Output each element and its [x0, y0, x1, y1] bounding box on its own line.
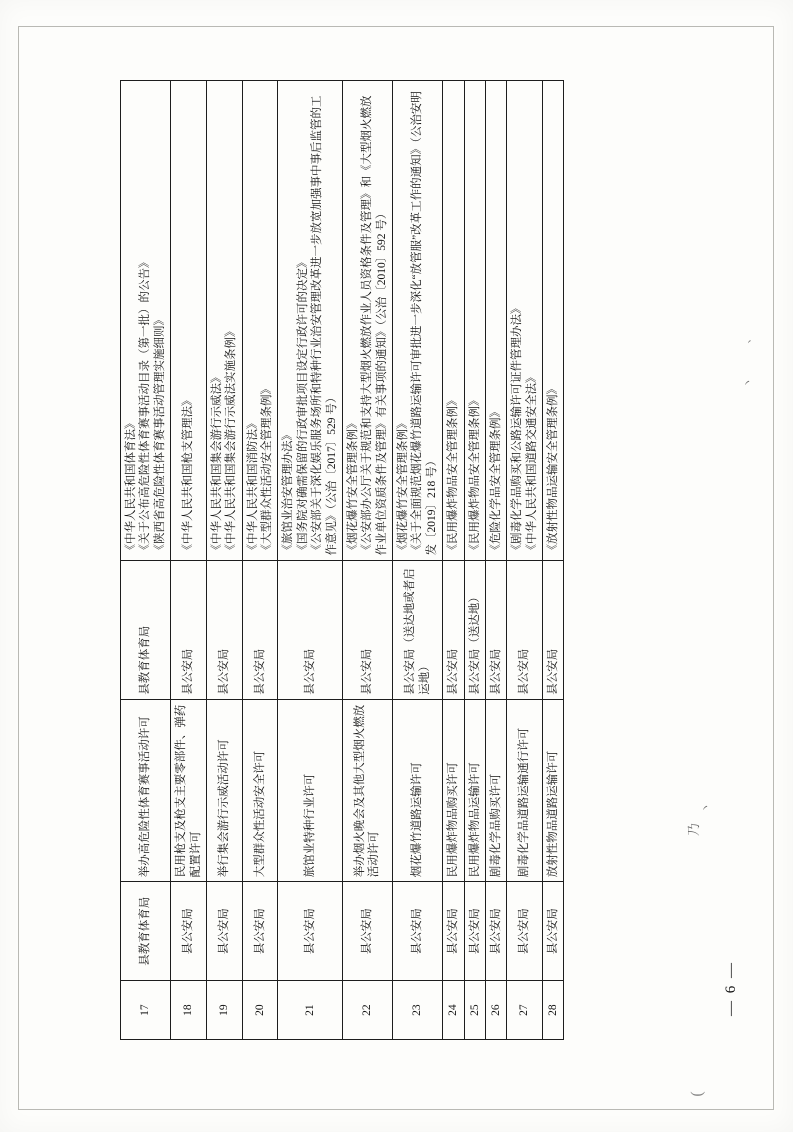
table-row — [485, 81, 506, 1040]
row-index: 19 — [206, 981, 242, 1040]
approval-item: 民用枪支及枪支主要零部件、弹药配置许可 — [171, 699, 207, 882]
approval-item: 举办烟火晚会及其他大型烟火燃放活动许可 — [342, 699, 392, 882]
approval-department: 县公安局 — [342, 882, 392, 981]
table-body — [121, 81, 564, 1040]
approval-department: 县公安局 — [485, 882, 506, 981]
row-index: 23 — [393, 981, 443, 1040]
row-index: 21 — [278, 981, 343, 1040]
legal-basis-line: 《中华人民共和国体育法》 — [125, 417, 137, 556]
table-row — [121, 81, 171, 1040]
approval-item: 举行集会游行示威活动许可 — [206, 699, 242, 882]
table-row — [464, 81, 485, 1040]
implementation-level: 县公安局（送达地或者启运地） — [393, 560, 443, 699]
legal-basis-line: 《国务院对确需保留的行政审批项目设定行政许可的决定》 — [296, 256, 309, 556]
approval-department: 县公安局 — [278, 882, 343, 981]
approval-item: 民用爆炸物品购买许可 — [443, 699, 464, 882]
row-index: 26 — [485, 981, 506, 1040]
implementation-level: 县公安局 — [543, 560, 564, 699]
implementation-level: 县公安局（送达地） — [464, 560, 485, 699]
legal-basis-line: 《中华人民共和国消防法》 — [246, 417, 259, 556]
legal-basis-line: 《关于公布高危险性体育赛事活动目录（第一批）的公告》 — [139, 256, 152, 556]
table-row — [507, 81, 543, 1040]
legal-basis-line: 《大型群众性活动安全管理条例》 — [261, 383, 273, 556]
legal-basis-line: 《烟花爆竹安全管理条例》 — [346, 417, 359, 556]
legal-basis-line: 《危险化学品安全管理条例》 — [489, 406, 502, 556]
implementation-level: 县公安局 — [171, 560, 207, 699]
row-index: 18 — [171, 981, 207, 1040]
handwritten-mark: ( — [688, 1091, 706, 1097]
table-row — [242, 81, 278, 1040]
implementation-level: 县教育体育局 — [121, 560, 171, 699]
legal-basis — [393, 81, 443, 561]
implementation-level: 县公安局 — [443, 560, 464, 699]
legal-basis-line: 《中华人民共和国道路交通安全法》 — [525, 371, 538, 556]
legal-basis-line: 《剧毒化学品购买和公路运输许可证件管理办法》 — [511, 302, 524, 556]
legal-basis — [507, 81, 543, 561]
legal-basis-line: 《民用爆炸物品安全管理条例》 — [468, 394, 481, 556]
table-row — [543, 81, 564, 1040]
legal-basis — [543, 81, 564, 561]
handwritten-mark: 、 — [740, 332, 753, 344]
page-number: — 6 — — [723, 961, 739, 1016]
approval-department: 县公安局 — [242, 882, 278, 981]
legal-basis — [464, 81, 485, 561]
handwritten-mark: 丶 — [700, 802, 713, 814]
approval-department: 县公安局 — [206, 882, 242, 981]
legal-basis-line: 《公安部关于深化娱乐服务场所和特种行业治安管理改革进一步放宽加强事中事后监管的工作意见》（公治〔2017〕529 号） — [311, 95, 338, 556]
approval-item: 剧毒化学品购买许可 — [485, 699, 506, 882]
approval-department: 县公安局 — [543, 882, 564, 981]
approval-item: 放射性物品道路运输许可 — [543, 699, 564, 882]
approval-item: 大型群众性活动安全许可 — [242, 699, 278, 882]
handwritten-mark: 丶 — [742, 377, 755, 389]
approval-department: 县教育体育局 — [121, 882, 171, 981]
implementation-level: 县公安局 — [278, 560, 343, 699]
legal-basis — [171, 81, 207, 561]
row-index: 17 — [121, 981, 171, 1040]
implementation-level: 县公安局 — [507, 560, 543, 699]
approval-items-table-wrap — [120, 80, 720, 1040]
row-index: 25 — [464, 981, 485, 1040]
row-index: 28 — [543, 981, 564, 1040]
legal-basis — [121, 81, 171, 561]
legal-basis-line: 《中华人民共和国集会游行示威法》 — [210, 371, 223, 556]
legal-basis-line: 《关于全面规范烟花爆竹道路运输许可审批进一步深化“放管服”改革工作的通知》（公治安明发〔2019〕218 号） — [411, 91, 438, 556]
table-row — [342, 81, 392, 1040]
implementation-level: 县公安局 — [342, 560, 392, 699]
implementation-level: 县公安局 — [206, 560, 242, 699]
legal-basis — [242, 81, 278, 561]
legal-basis-line: 《中华人民共和国枪支管理法》 — [182, 394, 195, 556]
row-index: 27 — [507, 981, 543, 1040]
approval-department: 县公安局 — [393, 882, 443, 981]
implementation-level: 县公安局 — [242, 560, 278, 699]
row-index: 20 — [242, 981, 278, 1040]
approval-items-table — [120, 80, 564, 1040]
implementation-level: 县公安局 — [485, 560, 506, 699]
handwritten-mark: 乃 — [686, 822, 702, 837]
table-row — [278, 81, 343, 1040]
legal-basis — [485, 81, 506, 561]
approval-item: 剧毒化学品道路运输通行许可 — [507, 699, 543, 882]
row-index: 24 — [443, 981, 464, 1040]
table-row — [443, 81, 464, 1040]
legal-basis-line: 《旅馆业治安管理办法》 — [282, 429, 295, 556]
legal-basis-line: 《中华人民共和国集会游行示威法实施条例》 — [225, 325, 238, 556]
legal-basis-line: 《放射性物品运输安全管理条例》 — [547, 383, 559, 556]
table-row — [171, 81, 207, 1040]
row-index: 22 — [342, 981, 392, 1040]
legal-basis — [443, 81, 464, 561]
approval-item: 民用爆炸物品运输许可 — [464, 699, 485, 882]
legal-basis-line: 《公安部办公厅关于规范和支持大型烟火燃放作业人员资格条件及管理》和《大型烟火燃放作业单位资质条件及管理》有关事项的通知》（公治〔2010〕592 号） — [361, 95, 388, 556]
approval-department: 县公安局 — [443, 882, 464, 981]
approval-department: 县公安局 — [464, 882, 485, 981]
approval-item: 旅馆业特种行业许可 — [278, 699, 343, 882]
approval-item: 举办高危险性体育赛事活动许可 — [121, 699, 171, 882]
legal-basis-line: 《烟花爆竹安全管理条例》 — [397, 417, 409, 556]
approval-department: 县公安局 — [507, 882, 543, 981]
legal-basis — [342, 81, 392, 561]
approval-department: 县公安局 — [171, 882, 207, 981]
approval-item: 烟花爆竹道路运输许可 — [393, 699, 443, 882]
legal-basis-line: 《陕西省高危险性体育赛事活动管理实施细则》 — [153, 314, 166, 556]
table-row — [393, 81, 443, 1040]
legal-basis — [206, 81, 242, 561]
legal-basis-line: 《民用爆炸物品安全管理条例》 — [447, 394, 460, 556]
legal-basis — [278, 81, 343, 561]
table-row — [206, 81, 242, 1040]
